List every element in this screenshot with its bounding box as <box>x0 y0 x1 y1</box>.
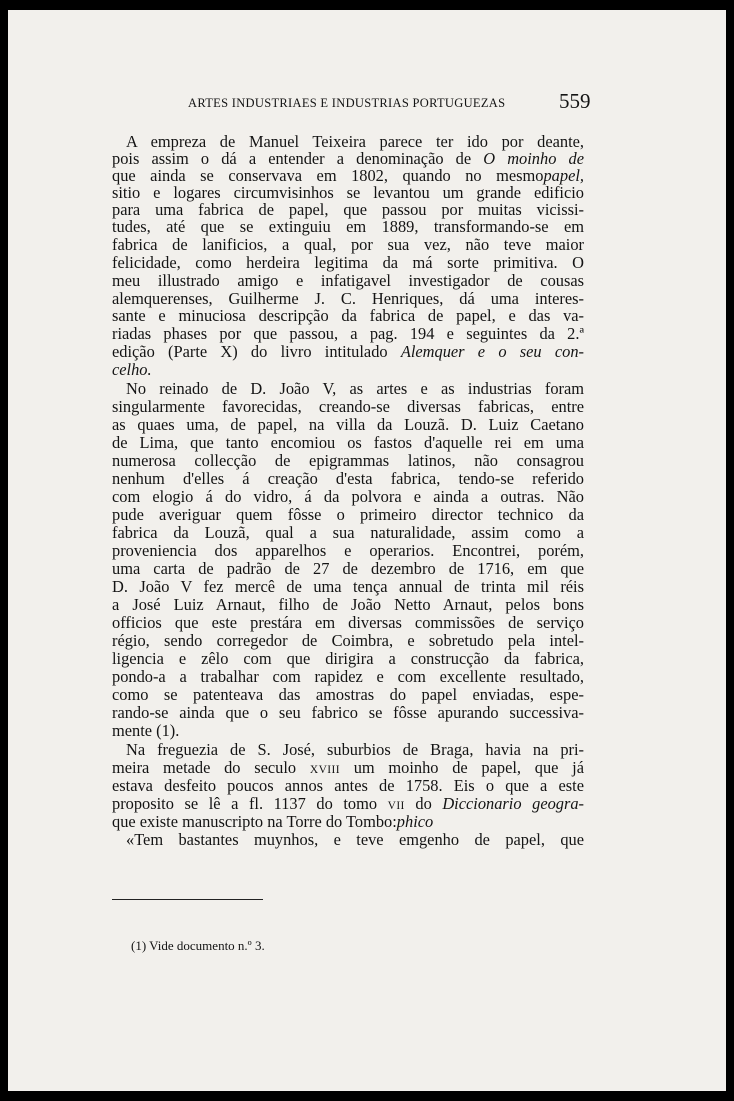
text-segment: riadas phases por que passou, a pag. 194 e seguintes da 2.ª <box>112 324 584 343</box>
page-number: 559 <box>559 89 591 113</box>
text-segment: de Lima, que tanto encomiou os fastos d'aquelle rei em uma <box>112 433 584 452</box>
italic-segment: celho. <box>112 360 152 379</box>
text-line <box>112 560 584 578</box>
text-line <box>112 488 584 506</box>
text-segment: «Tem bastantes muynhos, e teve emgenho de papel, que <box>126 830 584 849</box>
text-line <box>112 452 584 470</box>
text-segment: do <box>404 794 443 813</box>
text-line <box>112 343 584 361</box>
text-line <box>112 759 584 777</box>
footnote-rule <box>112 899 263 900</box>
italic-segment: papel, <box>543 166 584 185</box>
roman-numeral: XVIII <box>309 764 340 776</box>
text-line <box>126 380 584 398</box>
text-line <box>112 434 584 452</box>
text-line <box>112 578 584 596</box>
text-segment: sitio e logares circumvisinhos se levantou um grande edificio <box>112 183 584 202</box>
text-line <box>112 506 584 524</box>
footnote: (1) Vide documento n.º 3. <box>131 938 265 953</box>
text-segment: as quaes uma, de papel, na villa da Louzã. D. Luiz Caetano <box>112 415 584 434</box>
text-line <box>112 596 584 614</box>
text-line <box>126 741 584 759</box>
text-line <box>112 813 584 831</box>
text-line <box>112 777 584 795</box>
roman-numeral: VII <box>387 800 405 812</box>
text-line <box>112 254 584 272</box>
text-segment: D. João V fez mercê de uma tença annual de trinta mil réis <box>112 577 584 596</box>
text-line <box>112 218 584 236</box>
text-line <box>112 668 584 686</box>
text-line <box>112 704 584 722</box>
text-line <box>112 325 584 343</box>
text-segment: sante e minuciosa descripção da fabrica de papel, e das va- <box>112 306 584 325</box>
text-segment: pois assim o dá a entender a denominação de <box>112 149 484 168</box>
text-segment: tudes, até que se extinguiu em 1889, transformando-se em <box>112 217 584 236</box>
text-segment: meu illustrado amigo e infatigavel investigador de cousas <box>112 271 584 290</box>
text-line <box>112 722 584 740</box>
text-segment: a José Luiz Arnaut, filho de João Netto Arnaut, pelos bons <box>112 595 584 614</box>
text-line <box>112 470 584 488</box>
italic-segment: Diccionario geogra- <box>442 794 585 813</box>
text-segment: régio, sendo corregedor de Coimbra, e sobretudo pela intel- <box>112 631 584 650</box>
text-line <box>112 361 584 379</box>
text-segment: meira metade do seculo <box>112 758 310 777</box>
text-segment: pondo-a a trabalhar com rapidez e com excellente resultado, <box>112 667 584 686</box>
text-segment: para uma fabrica de papel, que passou por muitas vicissi- <box>112 200 584 219</box>
italic-segment: phico <box>396 812 434 831</box>
text-segment: uma carta de padrão de 27 de dezembro de 1716, em que <box>112 559 584 578</box>
text-segment: pude averiguar quem fôsse o primeiro director technico da <box>112 505 584 524</box>
text-line <box>112 632 584 650</box>
text-segment: que ainda se conservava em 1802, quando no mesmo <box>112 166 544 185</box>
text-line <box>112 686 584 704</box>
text-line <box>112 524 584 542</box>
text-segment: estava desfeito poucos annos antes de 1758. Eis o que a este <box>112 776 584 795</box>
text-segment: como se patenteava das amostras do papel enviadas, espe- <box>112 685 584 704</box>
text-line <box>112 795 584 813</box>
text-segment: um moinho de papel, que já <box>339 758 584 777</box>
text-segment: alemquerenses, Guilherme J. C. Henriques, dá uma interes- <box>112 289 584 308</box>
text-segment: numerosa collecção de epigrammas latinos, não consagrou <box>112 451 584 470</box>
text-line <box>112 272 584 290</box>
italic-segment: O moinho de <box>483 149 584 168</box>
text-segment: edição (Parte X) do livro intitulado <box>112 342 401 361</box>
text-segment: fabrica de lanificios, a qual, por sua vez, não teve maior <box>112 235 584 254</box>
text-segment: mente (1). <box>112 721 180 740</box>
text-segment: proposito se lê a fl. 1137 do tomo <box>112 794 388 813</box>
book-page <box>8 10 726 1091</box>
text-segment: A empreza de Manuel Teixeira parece ter ido por deante, <box>126 132 584 151</box>
text-segment: com elogio á do vidro, á da polvora e ainda a outras. Não <box>112 487 584 506</box>
text-line <box>112 236 584 254</box>
text-segment: felicidade, como herdeira legitima da má sorte primitiva. O <box>112 253 584 272</box>
running-title: ARTES INDUSTRIAES E INDUSTRIAS PORTUGUEZAS <box>188 96 506 110</box>
text-segment: Na freguezia de S. José, suburbios de Braga, havia na pri- <box>126 740 584 759</box>
text-line <box>112 542 584 560</box>
text-segment: proveniencia dos apparelhos e operarios. Encontrei, porém, <box>112 541 584 560</box>
text-line <box>112 614 584 632</box>
text-segment: que existe manuscripto na Torre do Tombo: <box>112 812 397 831</box>
italic-segment: Alemquer e o seu con- <box>400 342 584 361</box>
text-segment: nenhum d'elles á creação d'esta fabrica, tendo-se referido <box>112 469 584 488</box>
text-segment: singularmente favorecidas, creando-se diversas fabricas, entre <box>112 397 584 416</box>
text-line <box>112 307 584 325</box>
text-line <box>112 398 584 416</box>
text-line <box>126 831 584 849</box>
text-segment: ligencia e zêlo com que dirigira a construcção da fabrica, <box>112 649 584 668</box>
text-segment: officios que este prestára em diversas commissões de serviço <box>112 613 584 632</box>
text-line <box>112 416 584 434</box>
text-segment: fabrica da Louzã, qual a sua naturalidade, assim como a <box>112 523 584 542</box>
text-segment: rando-se ainda que o seu fabrico se fôsse apurando successiva- <box>112 703 584 722</box>
text-line <box>112 650 584 668</box>
text-segment: No reinado de D. João V, as artes e as industrias foram <box>126 379 584 398</box>
